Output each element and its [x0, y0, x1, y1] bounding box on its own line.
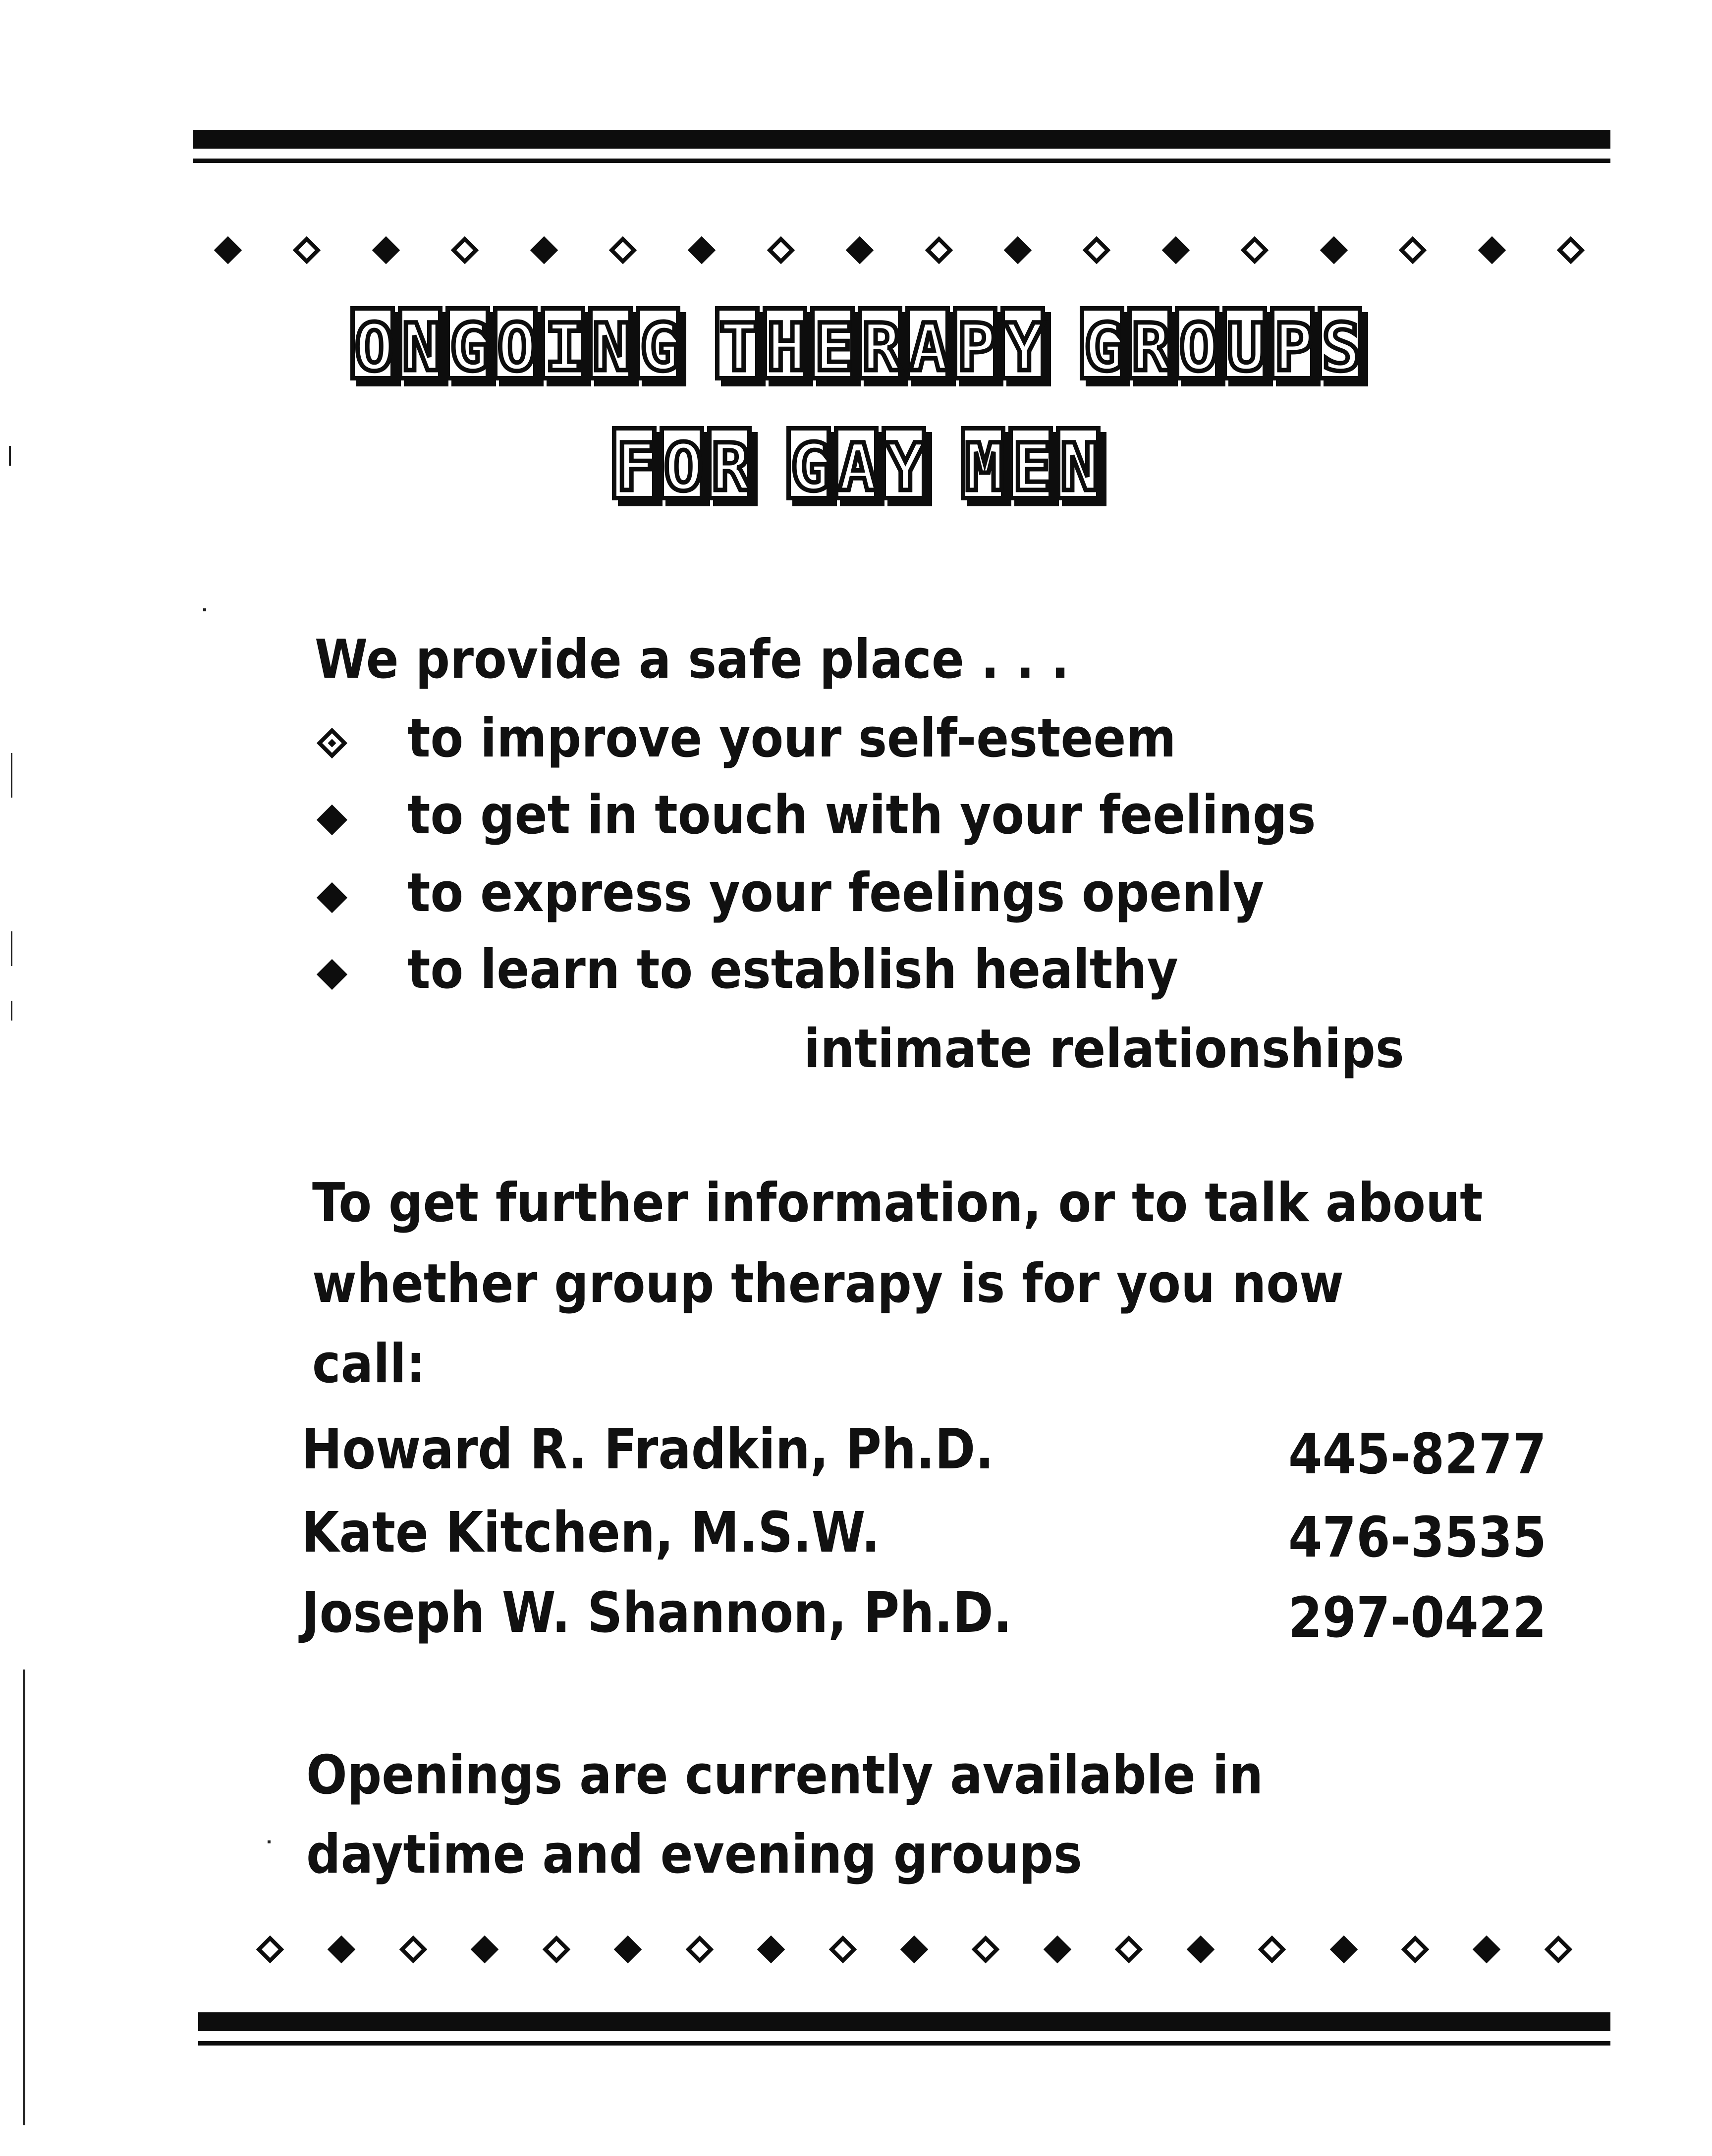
- diamond-filled-icon: [1162, 236, 1190, 265]
- diamond-filled-icon: [688, 236, 716, 265]
- title-letter: I: [541, 306, 585, 380]
- diamond-filled-icon: [1320, 236, 1348, 265]
- diamond-filled-icon: [1478, 236, 1506, 265]
- diamond-open-icon: [542, 1936, 570, 1964]
- title-word: [612, 426, 752, 506]
- diamond-open-icon: [972, 1936, 1000, 1964]
- openings-line-2: daytime and evening groups: [306, 1824, 1082, 1886]
- bullet-item: to express your feelings openly: [407, 862, 1265, 924]
- diamond-open-icon: [1557, 236, 1585, 265]
- bottom-diamond-border: [260, 1932, 1568, 1967]
- title-letter: N: [398, 306, 442, 380]
- contact-name: Kate Kitchen, M.S.W.: [301, 1501, 880, 1565]
- diamond-open-icon: [399, 1936, 428, 1964]
- title-line-1: [0, 306, 1712, 386]
- diamond-open-icon: [1401, 1936, 1430, 1964]
- bullet-item: to improve your self-esteem: [407, 707, 1176, 769]
- diamond-open-icon: [925, 236, 953, 265]
- title-letter: O: [350, 306, 395, 380]
- contact-phone: 476-3535: [1288, 1506, 1546, 1570]
- title-letter: F: [612, 426, 657, 500]
- title-word: [961, 426, 1101, 506]
- title-letter: G: [445, 306, 490, 380]
- diamond-open-icon: [1241, 236, 1269, 265]
- title-letter: H: [763, 306, 807, 380]
- intro-text: We provide a safe place . . .: [315, 629, 1070, 691]
- title-letter: O: [660, 426, 704, 500]
- diamond-open-icon: [685, 1936, 714, 1964]
- diamond-filled-icon: [1329, 1936, 1358, 1964]
- diamond-open-icon: [1115, 1936, 1143, 1964]
- title-letter: P: [1270, 306, 1315, 380]
- title-letter: E: [1008, 426, 1053, 500]
- diamond-filled-icon: [757, 1936, 785, 1964]
- rule-thin-line: [193, 159, 1610, 163]
- top-double-rule: [193, 130, 1610, 169]
- contact-phone: 445-8277: [1288, 1422, 1546, 1487]
- diamond-filled-icon: [1473, 1936, 1501, 1964]
- title-letter: Y: [1000, 306, 1045, 380]
- diamond-open-icon: [828, 1936, 857, 1964]
- title-letter: R: [858, 306, 902, 380]
- openings-line-1: Openings are currently available in: [306, 1744, 1264, 1806]
- diamond-filled-icon: [614, 1936, 642, 1964]
- title-letter: N: [1056, 426, 1101, 500]
- title-letter: A: [905, 306, 950, 380]
- diamond-filled-icon: [471, 1936, 499, 1964]
- title-letter: P: [953, 306, 997, 380]
- scan-edge-mark: [268, 1840, 271, 1843]
- bullet-item: to learn to establish healthy: [407, 939, 1178, 1001]
- title-word: [350, 306, 680, 386]
- top-diamond-border: [218, 233, 1581, 268]
- diamond-open-icon: [1083, 236, 1111, 265]
- contact-name: Joseph W. Shannon, Ph.D.: [301, 1581, 1012, 1645]
- title-letter: M: [961, 426, 1005, 500]
- diamond-filled-icon: [900, 1936, 929, 1964]
- scan-edge-mark: [11, 753, 12, 798]
- title-letter: E: [810, 306, 855, 380]
- diamond-open-icon: [767, 236, 795, 265]
- diamond-open-icon: [609, 236, 637, 265]
- info-line-1: To get further information, or to talk about: [312, 1172, 1483, 1234]
- title-letter: G: [1080, 306, 1124, 380]
- info-line-2: whether group therapy is for you now: [312, 1253, 1344, 1315]
- diamond-open-icon: [1545, 1936, 1573, 1964]
- rule-thin-line: [198, 2041, 1610, 2046]
- info-line-3: call:: [312, 1333, 426, 1395]
- title-letter: T: [715, 306, 760, 380]
- diamond-filled-icon: [530, 236, 558, 265]
- title-letter: G: [636, 306, 680, 380]
- scan-edge-mark: [23, 1670, 25, 2125]
- contact-phone: 297-0422: [1288, 1586, 1546, 1650]
- diamond-filled-icon: [1186, 1936, 1215, 1964]
- title-letter: O: [493, 306, 538, 380]
- diamond-open-icon: [256, 1936, 284, 1964]
- title-letter: G: [786, 426, 831, 500]
- title-letter: R: [707, 426, 752, 500]
- diamond-filled-icon: [214, 236, 242, 265]
- title-word: [715, 306, 1045, 386]
- diamond-filled-icon: [1004, 236, 1032, 265]
- title-word: [786, 426, 926, 506]
- diamond-open-icon: [1399, 236, 1427, 265]
- bullet-continuation: intimate relationships: [804, 1018, 1404, 1080]
- title-letter: A: [834, 426, 879, 500]
- diamond-filled-icon: [328, 1936, 356, 1964]
- diamond-open-icon: [293, 236, 321, 265]
- diamond-dotted-icon: [317, 728, 347, 758]
- rule-thick-line: [193, 130, 1610, 149]
- bottom-double-rule: [198, 2012, 1610, 2052]
- contact-name: Howard R. Fradkin, Ph.D.: [301, 1417, 994, 1482]
- title-word: [1080, 306, 1362, 386]
- diamond-filled-icon: [372, 236, 400, 265]
- title-letter: Y: [882, 426, 926, 500]
- diamond-open-icon: [451, 236, 479, 265]
- diamond-filled-icon: [317, 805, 347, 835]
- rule-thick-line: [198, 2012, 1610, 2031]
- title-letter: R: [1127, 306, 1172, 380]
- title-letter: O: [1175, 306, 1219, 380]
- diamond-filled-icon: [317, 959, 347, 990]
- title-letter: U: [1222, 306, 1267, 380]
- diamond-open-icon: [1258, 1936, 1286, 1964]
- scan-edge-mark: [11, 931, 12, 966]
- scan-edge-mark: [11, 1001, 12, 1021]
- diamond-filled-icon: [317, 882, 347, 913]
- title-letter: N: [588, 306, 633, 380]
- bullet-item: to get in touch with your feelings: [407, 784, 1316, 846]
- scan-edge-mark: [203, 608, 206, 611]
- title-line-2: [0, 426, 1712, 506]
- diamond-filled-icon: [846, 236, 874, 265]
- diamond-filled-icon: [1044, 1936, 1072, 1964]
- title-letter: S: [1318, 306, 1362, 380]
